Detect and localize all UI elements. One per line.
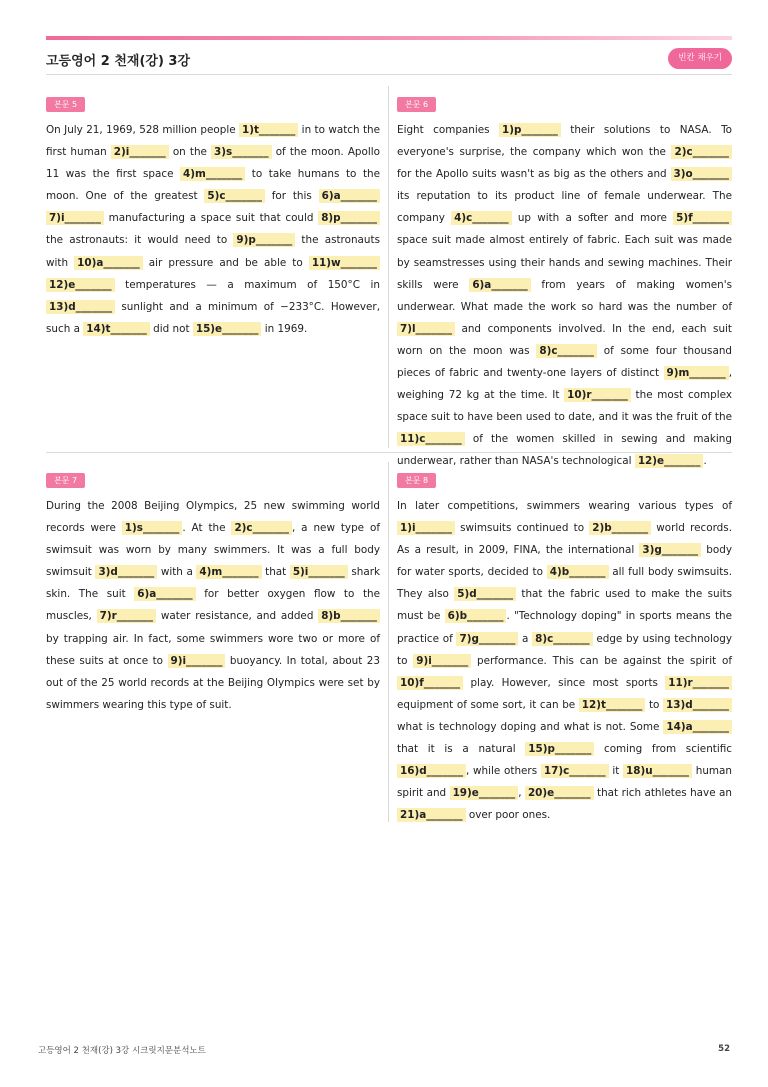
passage-fragment: manufacturing a space suit that could (103, 212, 319, 225)
fill-in-blank: 13)d_______ (663, 698, 732, 712)
fill-in-blank: 3)s_______ (211, 145, 272, 159)
fill-in-blank: 21)a_______ (397, 808, 466, 822)
passage-fragment: its reputation to its product line of female underwear. The company (397, 190, 732, 225)
passage-fragment: from years of making women's underwear. What made the work so hard was the number of (397, 278, 733, 313)
passage-fragment: it (608, 765, 624, 778)
passage-fragment: body for water sports, decided to (397, 544, 732, 579)
fill-in-blank: 9)m_______ (664, 366, 729, 380)
passage-fragment: to (645, 698, 663, 711)
fill-in-blank: 12)t_______ (579, 698, 646, 712)
passage-fragment: with a (157, 566, 197, 579)
passage-fragment: on the (168, 146, 212, 159)
fill-in-blank: 4)m_______ (180, 167, 245, 181)
fill-in-blank: 7)i_______ (46, 211, 104, 225)
passage-fragment: did not (149, 322, 193, 335)
top-accent-bar (46, 36, 732, 40)
fill-in-blank: 9)p_______ (233, 233, 295, 247)
fill-in-blank: 4)m_______ (196, 565, 261, 579)
header-divider (46, 74, 732, 75)
passage-fragment: human spirit and (397, 765, 732, 800)
page-header (46, 48, 732, 74)
passage-fragment: On July 21, 1969, 528 million people (46, 124, 239, 136)
fill-in-blank: 5)c_______ (204, 189, 265, 203)
passage-fragment: swimsuits continued to (454, 522, 590, 535)
passage-fragment: by trapping air. In fact, some swimmers wore two or more of these suits at once to (46, 632, 380, 667)
passage-fragment: up with a softer and more (511, 212, 674, 225)
passage-fragment: space suit made almost entirely of fabric. Each suit was made by seamstresses using their hands and sewing machines. Their skills were (397, 234, 732, 291)
passage-text (397, 119, 732, 473)
passage-fragment: of the women skilled in sewing and making underwear, rather than NASA's technological (397, 433, 732, 468)
passage-fragment: . (703, 455, 707, 468)
fill-in-blank: 19)e_______ (450, 786, 519, 800)
fill-in-blank: 20)e_______ (525, 786, 594, 800)
passage-fragment: all full body swimsuits. They also (397, 566, 732, 601)
fill-in-blank: 17)c_______ (541, 764, 609, 778)
fill-in-blank: 7)g_______ (456, 632, 518, 646)
fill-in-blank: 1)i_______ (397, 521, 455, 535)
passage-label: 본문 6 (397, 97, 436, 112)
passage-6 (397, 92, 732, 473)
passage-text (46, 495, 380, 716)
passage-fragment: in 1969. (261, 322, 308, 335)
passage-fragment: performance. This can be against the spirit of (471, 654, 732, 667)
fill-in-blank: 2)c_______ (231, 521, 292, 535)
passage-fragment: edge by using technology to (397, 632, 733, 667)
passage-fragment: , while others (466, 765, 541, 778)
fill-in-blank: 3)g_______ (639, 543, 701, 557)
fill-in-blank: 5)d_______ (454, 587, 516, 601)
passage-fragment: air pressure and be able to (142, 256, 309, 269)
passage-fragment: world records. As a result, in 2009, FINA, the international (397, 522, 732, 557)
passage-fragment: sunlight and a minimum of −233°C. However, such a (46, 300, 380, 335)
passage-text (397, 495, 732, 826)
passage-fragment: equipment of some sort, it can be (397, 698, 579, 711)
passage-fragment: for better oxygen flow to the muscles, (46, 588, 380, 623)
passage-label: 본문 5 (46, 97, 85, 112)
fill-in-blank: 8)c_______ (532, 632, 593, 646)
passage-fragment: their solutions to NASA. To everyone's surprise, the company which won the (397, 124, 732, 159)
fill-in-blank: 4)b_______ (547, 565, 609, 579)
worksheet-type-badge: 빈칸 채우기 (668, 48, 732, 69)
fill-in-blank: 9)i_______ (413, 654, 471, 668)
fill-in-blank: 6)a_______ (469, 278, 530, 292)
passage-fragment: and components involved. In the end, each suit worn on the moon was (397, 322, 732, 357)
column-divider-bottom (388, 462, 389, 822)
passage-fragment: the astronauts with (46, 234, 380, 269)
fill-in-blank: 2)i_______ (111, 145, 169, 159)
fill-in-blank: 8)c_______ (536, 344, 597, 358)
fill-in-blank: 4)c_______ (451, 211, 512, 225)
fill-in-blank: 3)d_______ (95, 565, 157, 579)
fill-in-blank: 6)a_______ (134, 587, 195, 601)
fill-in-blank: 2)b_______ (589, 521, 651, 535)
fill-in-blank: 12)e_______ (635, 454, 704, 468)
fill-in-blank: 5)i_______ (290, 565, 348, 579)
passage-label: 본문 8 (397, 473, 436, 488)
passage-fragment: that (261, 566, 290, 579)
fill-in-blank: 11)c_______ (397, 432, 465, 446)
fill-in-blank: 10)f_______ (397, 676, 463, 690)
fill-in-blank: 14)t_______ (83, 322, 150, 336)
passage-fragment: . At the (182, 522, 232, 535)
fill-in-blank: 8)b_______ (318, 609, 380, 623)
fill-in-blank: 13)d_______ (46, 300, 115, 314)
passage-fragment: of the moon. Apollo 11 was the first space (46, 146, 381, 181)
passage-fragment: that it is a natural (397, 743, 526, 756)
fill-in-blank: 16)d_______ (397, 764, 466, 778)
footer-title: 고등영어 2 천재(강) 3강 시크릿지문분석노트 (38, 1046, 206, 1056)
passage-fragment: , (518, 787, 525, 800)
fill-in-blank: 1)t_______ (239, 123, 298, 137)
fill-in-blank: 6)b_______ (445, 609, 507, 623)
fill-in-blank: 3)o_______ (671, 167, 732, 181)
fill-in-blank: 11)r_______ (665, 676, 732, 690)
fill-in-blank: 15)p_______ (525, 742, 594, 756)
fill-in-blank: 11)w_______ (309, 256, 380, 270)
fill-in-blank: 9)i_______ (168, 654, 226, 668)
passage-fragment: in to watch the first human (46, 124, 380, 159)
fill-in-blank: 10)a_______ (74, 256, 143, 270)
page-number: 52 (718, 1044, 730, 1054)
passage-fragment: temperatures — a maximum of 150°C in (114, 278, 380, 291)
passage-5 (46, 92, 380, 340)
passage-8 (397, 468, 732, 826)
passage-fragment: shark skin. The suit (46, 566, 380, 601)
fill-in-blank: 7)l_______ (397, 322, 455, 336)
passage-fragment: for this (264, 190, 319, 203)
fill-in-blank: 14)a_______ (663, 720, 732, 734)
fill-in-blank: 10)r_______ (564, 388, 631, 402)
passage-fragment: coming from scientific (594, 743, 732, 756)
page-title: 고등영어 2 천재(강) 3강 (46, 54, 191, 69)
passage-fragment: what is technology doping and what is not. Some (397, 720, 664, 733)
passage-fragment: a (518, 632, 533, 645)
fill-in-blank: 12)e_______ (46, 278, 115, 292)
passage-fragment: Eight companies (397, 124, 500, 136)
passage-fragment: the astronauts: it would need to (46, 234, 234, 247)
passage-fragment: During the 2008 Beijing Olympics, 25 new swimming world records were (46, 500, 380, 535)
fill-in-blank: 5)f_______ (673, 211, 732, 225)
passage-fragment: the most complex space suit to have been used to date, and it was the fruit of the (397, 389, 732, 424)
passage-fragment: for the Apollo suits wasn't as big as the others and (397, 168, 671, 181)
fill-in-blank: 1)s_______ (122, 521, 183, 535)
fill-in-blank: 7)r_______ (97, 609, 156, 623)
passage-fragment: , weighing 72 kg at the time. It (397, 367, 732, 402)
passage-fragment: buoyancy. In total, about 23 out of the 25 world records at the Beijing Olympics were set by swimmers wearing this type of suit. (46, 654, 380, 711)
passage-text (46, 119, 380, 340)
passage-fragment: that the fabric used to make the suits must be (397, 588, 732, 623)
passage-fragment: . "Technology doping" in sports means the practice of (397, 610, 732, 645)
fill-in-blank: 15)e_______ (193, 322, 262, 336)
passage-fragment: over poor ones. (465, 809, 551, 822)
passage-fragment: In later competitions, swimmers wearing various types of (397, 500, 732, 512)
fill-in-blank: 1)p_______ (499, 123, 561, 137)
passage-fragment: of some four thousand pieces of fabric and twenty-one layers of distinct (397, 344, 732, 380)
passage-fragment: , a new type of swimsuit was worn by many swimmers. It was a full body swimsuit (46, 522, 381, 579)
fill-in-blank: 6)a_______ (319, 189, 380, 203)
passage-fragment: play. However, since most sports (463, 676, 666, 689)
passage-fragment: that rich athletes have an (593, 787, 732, 800)
fill-in-blank: 8)p_______ (318, 211, 380, 225)
column-divider-top (388, 86, 389, 448)
passage-fragment: to take humans to the moon. One of the greatest (46, 168, 380, 203)
passage-fragment: water resistance, and added (156, 610, 319, 623)
fill-in-blank: 18)u_______ (623, 764, 692, 778)
fill-in-blank: 2)c_______ (671, 145, 732, 159)
passage-label: 본문 7 (46, 473, 85, 488)
passage-7 (46, 468, 380, 716)
